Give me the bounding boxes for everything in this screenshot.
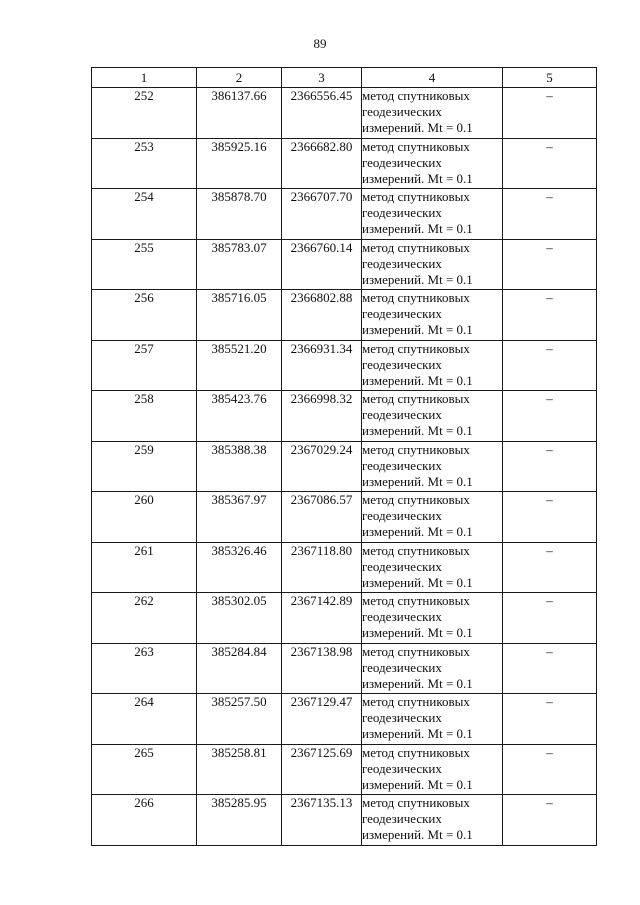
method-cell: метод спутниковых геодезических измерений. Mt = 0.1 — [362, 239, 503, 290]
method-cell: метод спутниковых геодезических измерений. Mt = 0.1 — [362, 189, 503, 240]
x-coordinate-cell: 385367.97 — [197, 492, 282, 543]
x-coordinate-cell: 385388.38 — [197, 441, 282, 492]
page-number: 89 — [313, 36, 327, 51]
y-coordinate-cell: 2366802.88 — [282, 290, 362, 341]
point-number-cell: 264 — [92, 694, 197, 745]
note-cell: – — [503, 795, 597, 846]
table-body — [92, 88, 597, 846]
note-cell: – — [503, 694, 597, 745]
y-coordinate-cell: 2366760.14 — [282, 239, 362, 290]
x-coordinate-cell: 385925.16 — [197, 138, 282, 189]
note-cell: – — [503, 290, 597, 341]
note-cell: – — [503, 239, 597, 290]
method-cell: метод спутниковых геодезических измерений. Mt = 0.1 — [362, 88, 503, 139]
x-coordinate-cell: 385521.20 — [197, 340, 282, 391]
table-row — [92, 795, 597, 846]
note-cell: – — [503, 492, 597, 543]
y-coordinate-cell: 2366998.32 — [282, 391, 362, 442]
method-cell: метод спутниковых геодезических измерений. Mt = 0.1 — [362, 441, 503, 492]
point-number-cell: 262 — [92, 593, 197, 644]
method-cell: метод спутниковых геодезических измерений. Mt = 0.1 — [362, 593, 503, 644]
table-row — [92, 694, 597, 745]
y-coordinate-cell: 2367118.80 — [282, 542, 362, 593]
point-number-cell: 259 — [92, 441, 197, 492]
table-header-row — [92, 68, 597, 88]
y-coordinate-cell: 2367135.13 — [282, 795, 362, 846]
x-coordinate-cell: 385783.07 — [197, 239, 282, 290]
point-number-cell: 253 — [92, 138, 197, 189]
point-number-cell: 256 — [92, 290, 197, 341]
note-cell: – — [503, 542, 597, 593]
note-cell: – — [503, 744, 597, 795]
coordinates-table — [91, 67, 597, 846]
x-coordinate-cell: 385258.81 — [197, 744, 282, 795]
point-number-cell: 252 — [92, 88, 197, 139]
table-row — [92, 744, 597, 795]
table-row — [92, 138, 597, 189]
x-coordinate-cell: 385257.50 — [197, 694, 282, 745]
x-coordinate-cell: 385302.05 — [197, 593, 282, 644]
note-cell: – — [503, 593, 597, 644]
note-cell: – — [503, 189, 597, 240]
point-number-cell: 263 — [92, 643, 197, 694]
y-coordinate-cell: 2367086.57 — [282, 492, 362, 543]
y-coordinate-cell: 2366707.70 — [282, 189, 362, 240]
method-cell: метод спутниковых геодезических измерений. Mt = 0.1 — [362, 643, 503, 694]
method-cell: метод спутниковых геодезических измерений. Mt = 0.1 — [362, 340, 503, 391]
y-coordinate-cell: 2367125.69 — [282, 744, 362, 795]
x-coordinate-cell: 385716.05 — [197, 290, 282, 341]
table-row — [92, 441, 597, 492]
y-coordinate-cell: 2367138.98 — [282, 643, 362, 694]
table-row — [92, 643, 597, 694]
point-number-cell: 257 — [92, 340, 197, 391]
x-coordinate-cell: 385878.70 — [197, 189, 282, 240]
point-number-cell: 265 — [92, 744, 197, 795]
column-header-4: 4 — [362, 68, 503, 88]
point-number-cell: 266 — [92, 795, 197, 846]
y-coordinate-cell: 2366556.45 — [282, 88, 362, 139]
x-coordinate-cell: 385326.46 — [197, 542, 282, 593]
table-row — [92, 88, 597, 139]
point-number-cell: 260 — [92, 492, 197, 543]
column-header-1: 1 — [92, 68, 197, 88]
method-cell: метод спутниковых геодезических измерений. Mt = 0.1 — [362, 694, 503, 745]
note-cell: – — [503, 340, 597, 391]
note-cell: – — [503, 88, 597, 139]
method-cell: метод спутниковых геодезических измерений. Mt = 0.1 — [362, 138, 503, 189]
y-coordinate-cell: 2367142.89 — [282, 593, 362, 644]
x-coordinate-cell: 385285.95 — [197, 795, 282, 846]
note-cell: – — [503, 441, 597, 492]
point-number-cell: 255 — [92, 239, 197, 290]
table-row — [92, 391, 597, 442]
x-coordinate-cell: 385423.76 — [197, 391, 282, 442]
method-cell: метод спутниковых геодезических измерений. Mt = 0.1 — [362, 744, 503, 795]
y-coordinate-cell: 2366682.80 — [282, 138, 362, 189]
column-header-5: 5 — [503, 68, 597, 88]
x-coordinate-cell: 385284.84 — [197, 643, 282, 694]
point-number-cell: 254 — [92, 189, 197, 240]
point-number-cell: 258 — [92, 391, 197, 442]
note-cell: – — [503, 643, 597, 694]
table-row — [92, 290, 597, 341]
y-coordinate-cell: 2367129.47 — [282, 694, 362, 745]
method-cell: метод спутниковых геодезических измерений. Mt = 0.1 — [362, 492, 503, 543]
y-coordinate-cell: 2366931.34 — [282, 340, 362, 391]
point-number-cell: 261 — [92, 542, 197, 593]
table-row — [92, 492, 597, 543]
method-cell: метод спутниковых геодезических измерений. Mt = 0.1 — [362, 391, 503, 442]
method-cell: метод спутниковых геодезических измерений. Mt = 0.1 — [362, 795, 503, 846]
note-cell: – — [503, 138, 597, 189]
method-cell: метод спутниковых геодезических измерений. Mt = 0.1 — [362, 290, 503, 341]
table-row — [92, 189, 597, 240]
table-row — [92, 542, 597, 593]
column-header-3: 3 — [282, 68, 362, 88]
x-coordinate-cell: 386137.66 — [197, 88, 282, 139]
table-row — [92, 593, 597, 644]
table-row — [92, 340, 597, 391]
method-cell: метод спутниковых геодезических измерений. Mt = 0.1 — [362, 542, 503, 593]
note-cell: – — [503, 391, 597, 442]
table-row — [92, 239, 597, 290]
y-coordinate-cell: 2367029.24 — [282, 441, 362, 492]
column-header-2: 2 — [197, 68, 282, 88]
